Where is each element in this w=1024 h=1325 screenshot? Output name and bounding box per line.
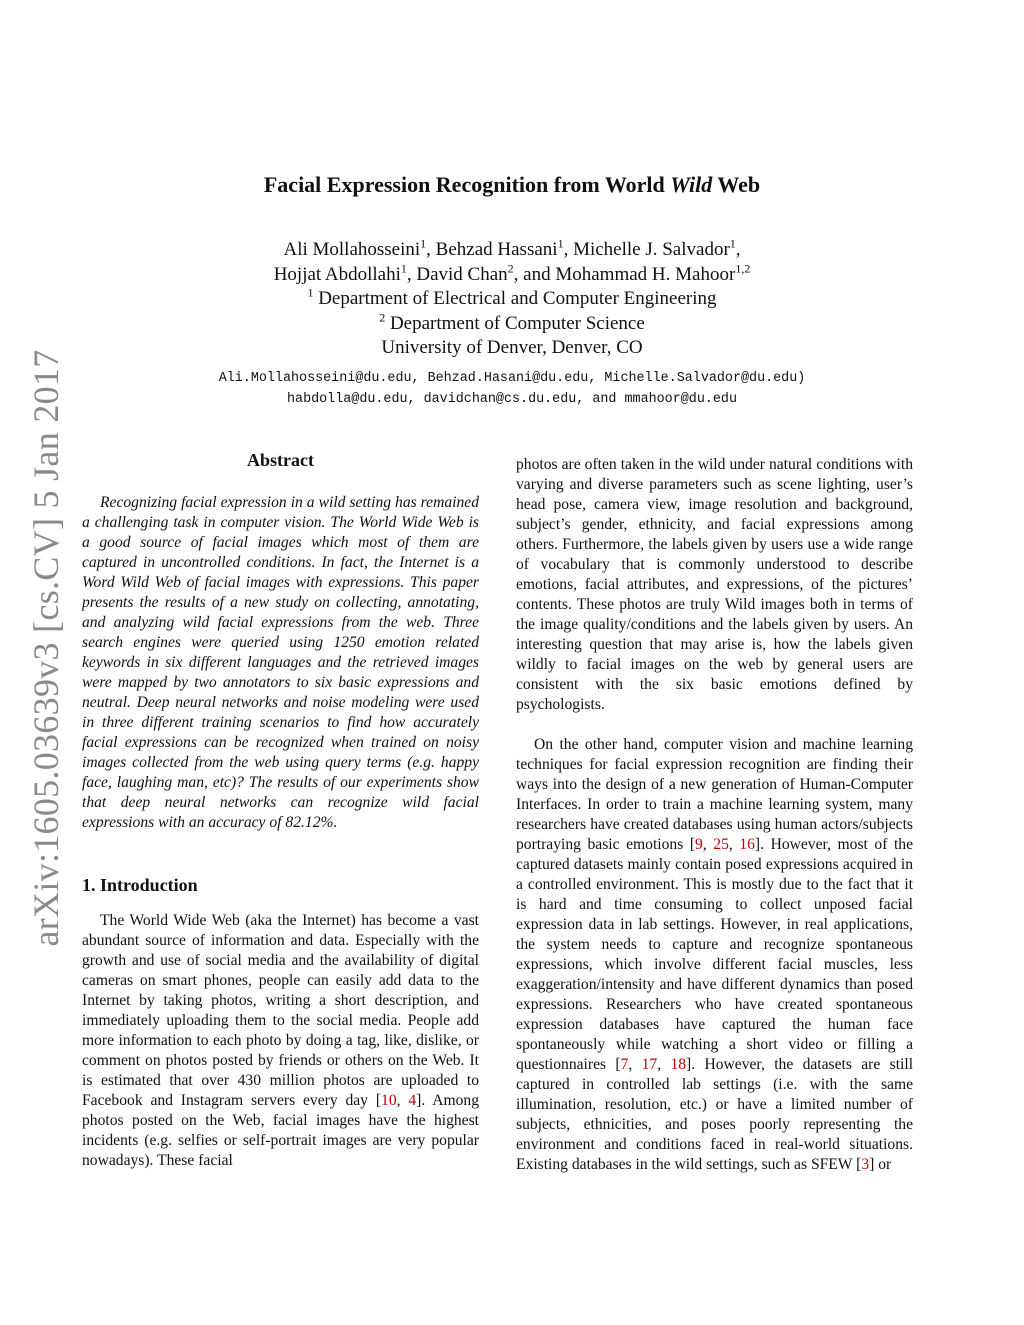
arxiv-identifier-stamp: arXiv:1605.03639v3 [cs.CV] 5 Jan 2017 xyxy=(26,349,66,947)
affiliation-name: Department of Electrical and Computer Engineering xyxy=(313,288,717,309)
citation-link[interactable]: 17 xyxy=(641,1056,658,1073)
author-name: , and Mohammad H. Mahoor xyxy=(513,263,736,285)
abstract-text: Recognizing facial expression in a wild setting has remained a challenging task in computer vision. The World Wide Web is a good source of facial images which most of them are captured in uncontrolled conditions. In fact, the Internet is a Word Wild Web of facial images with expressions. This paper presents the results of a new study on collecting, annotating, and analyzing wild facial expressions from the web. Three search engines were queried using 1250 emotion related keywords in six different languages and the retrieved images were mapped by two annotators to six basic expressions and neutral. Deep neural networks and noise modeling were used in three different training scenarios to find how accurately facial expressions can be recognized when trained on noisy images collected from the web using query terms (e.g. happy face, laughing man, etc)? The results of our experiments show that deep neural networks can recognize wild facial expressions with an accuracy of 82.12%. xyxy=(82,494,479,831)
author-name: , David Chan xyxy=(406,263,508,285)
citation-separator: , xyxy=(628,1056,642,1073)
citation-link[interactable]: 9 xyxy=(695,836,703,853)
citation-link[interactable]: 3 xyxy=(861,1156,870,1173)
paragraph-text: ] or xyxy=(869,1156,892,1173)
citation-link[interactable]: 18 xyxy=(670,1056,687,1073)
author-name: Hojjat Abdollahi xyxy=(273,263,401,285)
paragraph-text: ]. Among photos posted on the Web, facial images have the highest incidents (e.g. selfies or self-portrait images are very popular nowadays). These facial xyxy=(82,1092,479,1169)
university: University of Denver, Denver, CO xyxy=(381,337,643,358)
citation-separator: , xyxy=(396,1092,409,1109)
affiliation-2 xyxy=(0,312,1024,337)
citation-link[interactable]: 4 xyxy=(408,1092,417,1109)
affiliation-1 xyxy=(0,287,1024,312)
paper-title xyxy=(0,172,1024,198)
citation-link[interactable]: 7 xyxy=(620,1056,629,1073)
right-paragraph-2 xyxy=(516,735,913,1175)
author-line-2 xyxy=(0,263,1024,288)
citation-link[interactable]: 16 xyxy=(739,836,755,853)
citation-separator: , xyxy=(728,836,740,853)
affiliation-name: Department of Computer Science xyxy=(385,312,645,334)
affiliation-mark: 2 xyxy=(507,261,514,276)
title-part-1: Facial Expression Recognition from World xyxy=(263,172,671,197)
affiliation-mark: 2 xyxy=(379,310,386,325)
author-separator: , xyxy=(735,239,741,260)
email-line-1: Ali.Mollahosseini@du.edu, Behzad.Hasani@du.edu, Michelle.Salvador@du.edu) xyxy=(218,371,806,386)
affiliation-mark: 1 xyxy=(557,236,564,251)
affiliation-mark: 1 xyxy=(729,236,736,251)
right-column xyxy=(516,455,913,1175)
affiliation-mark: 1 xyxy=(307,285,314,300)
author-line-1 xyxy=(0,238,1024,263)
author-name: , Michelle J. Salvador xyxy=(563,239,730,260)
author-name: Ali Mollahosseini xyxy=(283,239,421,260)
paragraph-text: The World Wide Web (aka the Internet) has become a vast abundant source of information and data. Especially with the growth and use of social media and the availability of digital cameras on smart phones, people can easily add data to the Internet by taking photos, writing a short description, and immediately uploading them to the social media. People add more information to each photo by doing a tag, like, dislike, or comment on photos posted by friends or others on the Web. It is estimated that over 430 million photos are uploaded to Facebook and Instagram servers every day [ xyxy=(82,912,479,1109)
title-italic-word: Wild xyxy=(670,172,713,197)
affiliation-mark: 1 xyxy=(420,236,427,251)
title-part-2: Web xyxy=(712,172,761,197)
left-column xyxy=(82,450,479,1171)
introduction-heading: 1. Introduction xyxy=(82,875,198,895)
right-paragraph-1: photos are often taken in the wild under natural conditions with varying and diverse parameters such as scene lighting, user’s head pose, camera view, image resolution and background, subject’s gender, ethnicity, and facial expressions among others. Furthermore, the labels given by users use a wide range of vocabulary that is commonly understood to describe emotions, facial attributes, and expressions, of the pictures’ contents. These photos are truly Wild images both in terms of the image quality/conditions and the labels given by users. An interesting question that may arise is, how the labels given wildly to facial images on the web by general users are consistent with the six basic emotions defined by psychologists. xyxy=(516,456,913,713)
citation-separator: , xyxy=(657,1056,671,1073)
citation-link[interactable]: 10 xyxy=(381,1092,397,1109)
citation-link[interactable]: 25 xyxy=(713,836,729,853)
paragraph-text: ]. However, most of the captured datasets mainly contain posed expressions acquired in a controlled environment. This is mostly due to the fact that it is hard and time consuming to collect unposed facial expression data in lab settings. However, in real applications, the system needs to capture and recognize spontaneous expressions, which involve different facial muscles, less exaggeration/intensity and have different dynamics than posed expressions. Researchers who have created spontaneous expression databases have captured the human face spontaneously while watching a short video or filling a questionnaires [ xyxy=(516,836,914,1073)
author-block xyxy=(0,238,1024,361)
affiliation-mark: 1 xyxy=(400,261,407,276)
author-name: , Behzad Hassani xyxy=(426,239,558,260)
paragraph-text: ]. However, the datasets are still captured in controlled lab settings (i.e. with the same illumination, resolution, etc.) or have a limited number of subjects, ethnicities, and poses poorly representing the environment and conditions faced in real-world situations. Existing databases in the wild settings, such as SFEW [ xyxy=(516,1056,914,1173)
introduction-paragraph-1 xyxy=(82,911,479,1171)
affiliation-mark: 1,2 xyxy=(735,261,751,276)
paragraph-text: On the other hand, computer vision and machine learning techniques for facial expression recognition are finding their ways into the design of a new generation of Human-Computer Interfaces. In order to train a machine learning system, many researchers have created databases using human actors/subjects portraying basic emotions [ xyxy=(516,736,913,853)
email-block xyxy=(0,368,1024,410)
email-line-2: habdolla@du.edu, davidchan@cs.du.edu, and mmahoor@du.edu xyxy=(287,392,737,407)
citation-separator: , xyxy=(702,836,714,853)
abstract-heading: Abstract xyxy=(247,450,314,470)
